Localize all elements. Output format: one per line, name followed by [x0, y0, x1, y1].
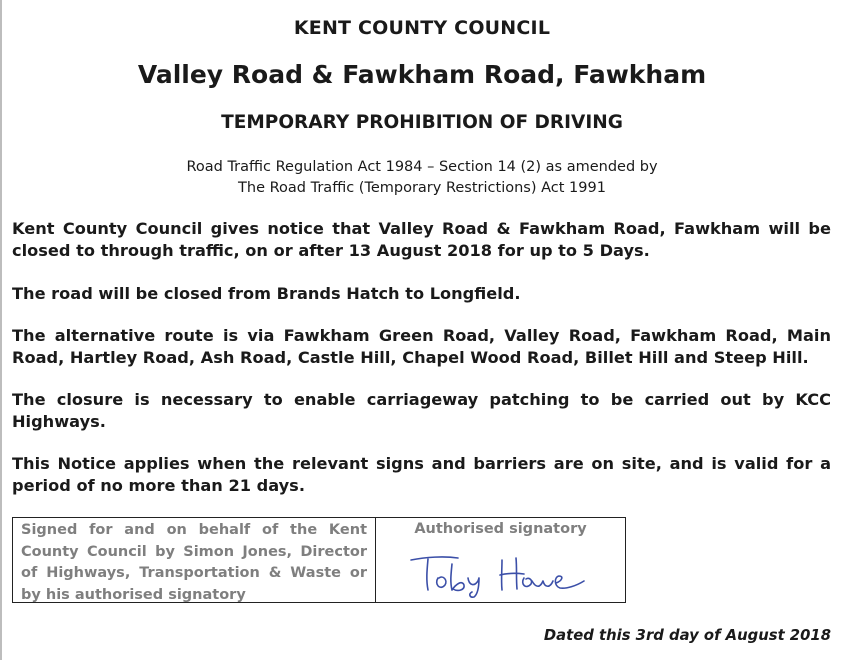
- act-reference-line-1: Road Traffic Regulation Act 1984 – Section 14 (2) as amended by: [186, 159, 658, 175]
- page-edge-divider: [0, 0, 2, 660]
- act-reference: [0, 157, 844, 199]
- signatory-cell: [376, 518, 625, 602]
- closure-reason-paragraph: The closure is necessary to enable carriageway patching to be carried out by KCC Highways.: [12, 390, 831, 431]
- closure-notice-paragraph: Kent County Council gives notice that Valley Road & Fawkham Road, Fawkham will be closed to through traffic, on or after 13 August 2018 for up to 5 Days.: [12, 219, 831, 260]
- dated-statement: Dated this 3rd day of August 2018: [543, 627, 831, 644]
- organisation-heading: KENT COUNTY COUNCIL: [293, 17, 551, 39]
- act-reference-line-2: The Road Traffic (Temporary Restrictions) Act 1991: [238, 180, 606, 196]
- signature-table: [12, 517, 626, 603]
- signed-on-behalf-text: Signed for and on behalf of the Kent County Council by Simon Jones, Director of Highways, Transportation & Waste or by his authorised signatory: [13, 518, 376, 602]
- notice-subtitle: TEMPORARY PROHIBITION OF DRIVING: [221, 112, 623, 133]
- authorised-signatory-label: Authorised signatory: [414, 521, 587, 537]
- notice-title: Valley Road & Fawkham Road, Fawkham: [137, 60, 707, 89]
- validity-paragraph: This Notice applies when the relevant signs and barriers are on site, and is valid for a period of no more than 21 days.: [12, 454, 831, 495]
- alternative-route-paragraph: The alternative route is via Fawkham Green Road, Valley Road, Fawkham Road, Main Road, Hartley Road, Ash Road, Castle Hill, Chapel Wood Road, Billet Hill and Steep Hill.: [12, 326, 831, 367]
- closure-extent-paragraph: The road will be closed from Brands Hatch to Longfield.: [12, 284, 521, 303]
- handwritten-signature: [406, 548, 596, 598]
